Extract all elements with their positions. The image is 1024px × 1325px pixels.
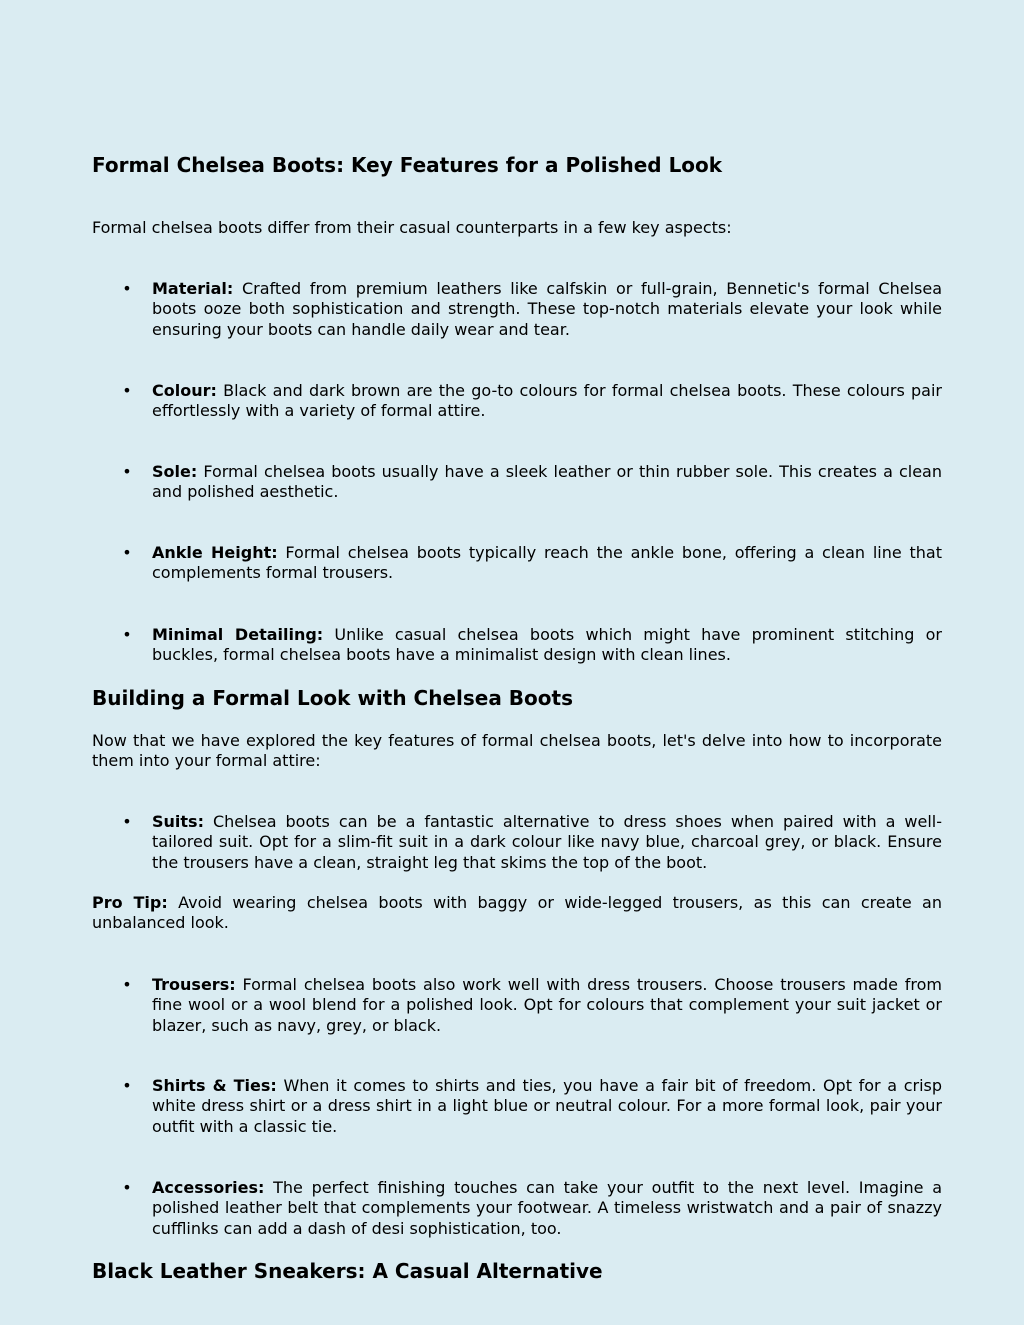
bullet-icon: •	[122, 279, 132, 298]
pro-tip-label: Pro Tip:	[92, 893, 168, 912]
item-text: The perfect finishing touches can take your outfit to the next level. Imagine a polished leather belt that complements your footwear. A timeless wristwatch and a pair of snazzy cufflinks can add a dash of desi sophistication, too.	[152, 1178, 942, 1238]
list-item	[92, 812, 942, 873]
heading-formal-chelsea-features: Formal Chelsea Boots: Key Features for a Polished Look	[92, 153, 723, 177]
item-term: Colour:	[152, 381, 217, 400]
item-text: Unlike casual chelsea boots which might have prominent stitching or buckles, formal chelsea boots have a minimalist design with clean lines.	[152, 625, 943, 665]
list-item	[92, 543, 942, 584]
list-item	[92, 1178, 942, 1239]
item-text: Formal chelsea boots usually have a sleek leather or thin rubber sole. This creates a clean and polished aesthetic.	[152, 462, 942, 502]
list-item	[92, 975, 942, 1036]
bullet-icon: •	[122, 812, 132, 831]
item-term: Sole:	[152, 462, 198, 481]
pro-tip-paragraph	[92, 893, 942, 934]
list-item	[92, 462, 942, 503]
bullet-icon: •	[122, 975, 132, 994]
heading-black-leather-sneakers: Black Leather Sneakers: A Casual Alternative	[92, 1259, 603, 1283]
bullet-icon: •	[122, 543, 132, 562]
item-term: Ankle Height:	[152, 543, 278, 562]
bullet-icon: •	[122, 1178, 132, 1197]
item-term: Suits:	[152, 812, 204, 831]
item-text: Crafted from premium leathers like calfskin or full-grain, Bennetic's formal Chelsea boots ooze both sophistication and strength. These top-notch materials elevate your look while ensuring your boots can handle daily wear and tear.	[152, 279, 942, 339]
item-term: Shirts & Ties:	[152, 1076, 277, 1095]
bullet-icon: •	[122, 462, 132, 481]
item-text: Formal chelsea boots typically reach the ankle bone, offering a clean line that complements formal trousers.	[152, 543, 943, 583]
building-intro-paragraph: Now that we have explored the key features of formal chelsea boots, let's delve into how to incorporate them into your formal attire:	[92, 731, 942, 771]
item-term: Trousers:	[152, 975, 236, 994]
item-text: Formal chelsea boots also work well with dress trousers. Choose trousers made from fine wool or a wool blend for a polished look. Opt for colours that complement your suit jacket or blazer, such as navy, grey, or black.	[152, 975, 942, 1035]
bullet-icon: •	[122, 381, 132, 400]
item-term: Accessories:	[152, 1178, 265, 1197]
item-text: Chelsea boots can be a fantastic alternative to dress shoes when paired with a well-tailored suit. Opt for a slim-fit suit in a dark colour like navy blue, charcoal grey, or black. Ensure the trousers have a clean, straight leg that skims the top of the boot.	[152, 812, 942, 872]
pro-tip-text: Avoid wearing chelsea boots with baggy or wide-legged trousers, as this can create an unbalanced look.	[92, 893, 942, 933]
item-term: Minimal Detailing:	[152, 625, 324, 644]
item-term: Material:	[152, 279, 234, 298]
bullet-icon: •	[122, 1076, 132, 1095]
intro-paragraph: Formal chelsea boots differ from their casual counterparts in a few key aspects:	[92, 218, 732, 237]
item-text: When it comes to shirts and ties, you have a fair bit of freedom. Opt for a crisp white dress shirt or a dress shirt in a light blue or neutral colour. For a more formal look, pair your outfit with a classic tie.	[152, 1076, 943, 1136]
list-item	[92, 279, 942, 340]
list-item	[92, 625, 942, 666]
list-item	[92, 1076, 942, 1137]
item-text: Black and dark brown are the go-to colours for formal chelsea boots. These colours pair effortlessly with a variety of formal attire.	[152, 381, 942, 421]
list-item	[92, 381, 942, 422]
bullet-icon: •	[122, 625, 132, 644]
heading-building-formal-look: Building a Formal Look with Chelsea Boots	[92, 686, 573, 710]
